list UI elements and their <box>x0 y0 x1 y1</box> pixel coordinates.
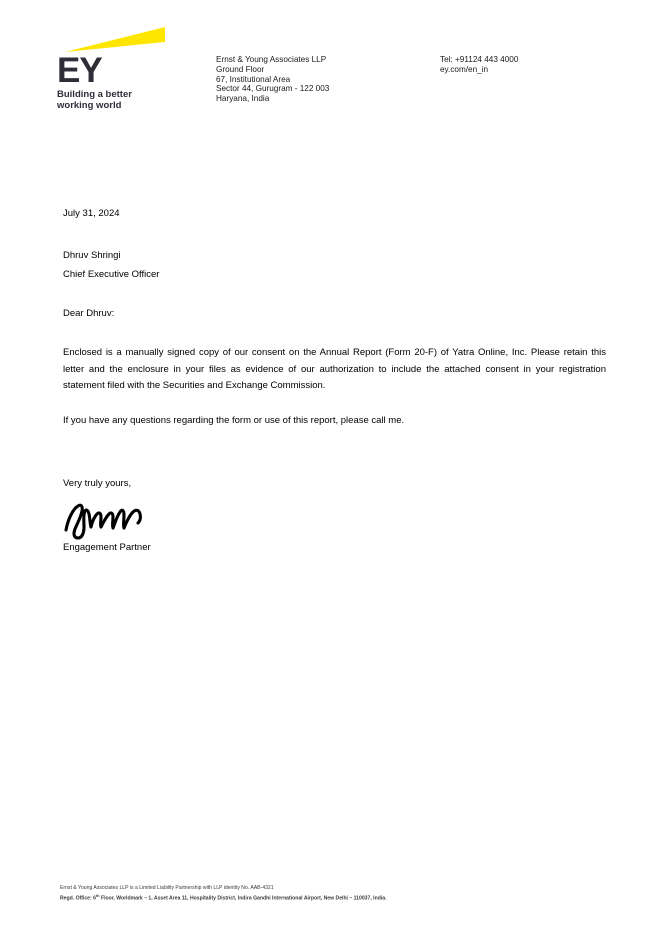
ey-wordmark: EY <box>57 51 102 90</box>
closing-salutation: Very truly yours, <box>63 478 132 489</box>
footer-ordinal-suffix: th <box>95 894 100 899</box>
body-paragraph-1: Enclosed is a manually signed copy of our consent on the Annual Report (Form 20-F) of Yatra Online, Inc. Please retain this letter and the enclosure in your files as evidence of our authorization to include the attached consent in your registration statement filed with the Securities and Exchange Commission. <box>63 347 606 391</box>
signer-title: Engagement Partner <box>63 542 151 553</box>
ey-swoosh-icon <box>65 27 165 53</box>
footer-office-suffix: Floor, Worldmark – 1, Asset Area 11, Hospitality District, Indira Gandhi International Airport, New Delhi – 110037, India. <box>99 896 387 903</box>
footer-registered-office <box>60 892 620 903</box>
ey-logo <box>57 27 177 111</box>
handwritten-signature-icon <box>63 497 163 541</box>
ey-tagline <box>57 90 177 111</box>
signature-image <box>63 497 606 541</box>
recipient-name: Dhruv Shringi <box>63 250 121 261</box>
address-line: Haryana, India <box>216 94 270 104</box>
body-paragraph-2: If you have any questions regarding the form or use of this report, please call me. <box>63 414 405 426</box>
address-line: Ground Floor <box>216 64 265 74</box>
website-url[interactable]: ey.com/en_in <box>440 64 489 74</box>
recipient-block <box>63 246 606 284</box>
letter-body <box>63 207 606 554</box>
address-line: 67, Institutional Area <box>216 74 291 84</box>
footer-llp-identity: Ernst & Young Associates LLP is a Limited Liability Partnership with LLP identity No. AAB-4321 <box>60 885 274 891</box>
address-line: Ernst & Young Associates LLP <box>216 55 327 64</box>
firm-address <box>216 55 329 104</box>
telephone-number: Tel: +91124 443 4000 <box>440 55 519 64</box>
letter-date: July 31, 2024 <box>63 208 120 219</box>
firm-contact <box>440 55 518 75</box>
footer-office-prefix: Regd. Office: 6 <box>60 896 96 903</box>
address-line: Sector 44, Gurugram - 122 003 <box>216 84 330 94</box>
ey-tagline-line-2: working world <box>57 99 122 111</box>
recipient-title: Chief Executive Officer <box>63 269 160 280</box>
page-footer <box>60 884 620 904</box>
letterhead <box>0 0 670 130</box>
ey-tagline-line-1: Building a better <box>57 89 132 100</box>
salutation: Dear Dhruv: <box>63 308 115 319</box>
